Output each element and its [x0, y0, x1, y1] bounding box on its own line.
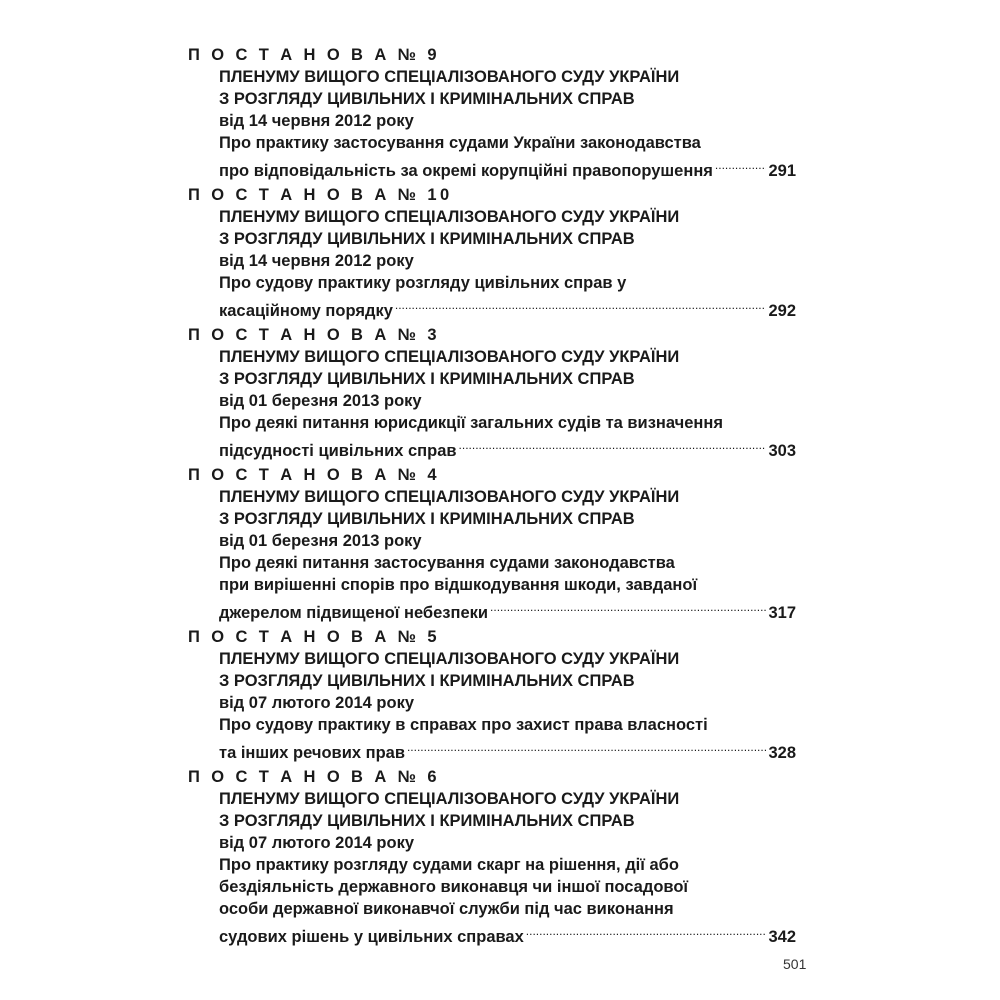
toc-entry — [188, 324, 796, 460]
entry-last-line-text: джерелом підвищеної небезпеки — [219, 604, 489, 622]
entry-line: при вирішенні спорів про відшкодування шкоди, завданої — [219, 576, 698, 594]
entry-heading: П О С Т А Н О В А № 9 — [188, 46, 440, 64]
entry-heading: П О С Т А Н О В А № 5 — [188, 628, 440, 646]
entry-line: Про деякі питання застосування судами законодавства — [219, 554, 675, 572]
entry-page-number: 291 — [768, 162, 796, 180]
entry-body — [188, 206, 796, 320]
entry-line: Про деякі питання юрисдикції загальних судів та визначення — [219, 414, 723, 432]
entry-line: З РОЗГЛЯДУ ЦИВІЛЬНИХ І КРИМІНАЛЬНИХ СПРАВ — [219, 90, 635, 108]
entry-line: З РОЗГЛЯДУ ЦИВІЛЬНИХ І КРИМІНАЛЬНИХ СПРАВ — [219, 370, 635, 388]
entry-line: від 07 лютого 2014 року — [219, 694, 415, 712]
dot-leader — [715, 154, 767, 176]
entry-page-number: 342 — [768, 928, 796, 946]
entry-line: З РОЗГЛЯДУ ЦИВІЛЬНИХ І КРИМІНАЛЬНИХ СПРАВ — [219, 672, 635, 690]
entry-line: ПЛЕНУМУ ВИЩОГО СПЕЦІАЛІЗОВАНОГО СУДУ УКРАЇНИ — [219, 348, 680, 366]
entry-line: З РОЗГЛЯДУ ЦИВІЛЬНИХ І КРИМІНАЛЬНИХ СПРАВ — [219, 230, 635, 248]
entry-heading: П О С Т А Н О В А № 10 — [188, 186, 453, 204]
dot-leader — [526, 920, 767, 942]
entry-line: ПЛЕНУМУ ВИЩОГО СПЕЦІАЛІЗОВАНОГО СУДУ УКРАЇНИ — [219, 650, 680, 668]
entry-last-line — [219, 596, 796, 622]
table-of-contents — [188, 44, 796, 950]
entry-page-number: 292 — [768, 302, 796, 320]
entry-heading: П О С Т А Н О В А № 3 — [188, 326, 440, 344]
entry-line: бездіяльність державного виконавця чи іншої посадової — [219, 878, 689, 896]
toc-entry — [188, 184, 796, 320]
dot-leader — [459, 434, 767, 456]
entry-line: З РОЗГЛЯДУ ЦИВІЛЬНИХ І КРИМІНАЛЬНИХ СПРАВ — [219, 510, 635, 528]
entry-last-line — [219, 434, 796, 460]
entry-line: ПЛЕНУМУ ВИЩОГО СПЕЦІАЛІЗОВАНОГО СУДУ УКРАЇНИ — [219, 488, 680, 506]
toc-entry — [188, 766, 796, 946]
dot-leader — [490, 596, 766, 618]
entry-line: від 01 березня 2013 року — [219, 532, 422, 550]
entry-body — [188, 66, 796, 180]
entry-heading: П О С Т А Н О В А № 6 — [188, 768, 440, 786]
entry-last-line — [219, 736, 796, 762]
entry-line: Про судову практику розгляду цивільних справ у — [219, 274, 627, 292]
entry-page-number: 303 — [768, 442, 796, 460]
page-number: 501 — [783, 956, 807, 972]
entry-line: ПЛЕНУМУ ВИЩОГО СПЕЦІАЛІЗОВАНОГО СУДУ УКРАЇНИ — [219, 68, 680, 86]
entry-line: Про практику застосування судами України законодавства — [219, 134, 701, 152]
entry-line: від 14 червня 2012 року — [219, 112, 414, 130]
toc-entry — [188, 626, 796, 762]
entry-line: Про судову практику в справах про захист права власності — [219, 716, 708, 734]
entry-last-line — [219, 294, 796, 320]
entry-last-line — [219, 154, 796, 180]
entry-line: Про практику розгляду судами скарг на рішення, дії або — [219, 856, 679, 874]
entry-body — [188, 648, 796, 762]
entry-line: З РОЗГЛЯДУ ЦИВІЛЬНИХ І КРИМІНАЛЬНИХ СПРАВ — [219, 812, 635, 830]
entry-last-line-text: про відповідальність за окремі корупційні правопорушення — [219, 162, 713, 180]
entry-last-line-text: та інших речових прав — [219, 744, 405, 762]
entry-last-line — [219, 920, 796, 946]
entry-line: від 14 червня 2012 року — [219, 252, 414, 270]
toc-entry — [188, 464, 796, 622]
toc-entry — [188, 44, 796, 180]
dot-leader — [407, 736, 767, 758]
entry-last-line-text: касаційному порядку — [219, 302, 393, 320]
entry-page-number: 328 — [768, 744, 796, 762]
entry-line: від 07 лютого 2014 року — [219, 834, 415, 852]
entry-body — [188, 788, 796, 946]
entry-last-line-text: підсудності цивільних справ — [219, 442, 457, 460]
entry-body — [188, 346, 796, 460]
entry-line: від 01 березня 2013 року — [219, 392, 422, 410]
entry-page-number: 317 — [768, 604, 796, 622]
dot-leader — [395, 294, 767, 316]
entry-body — [188, 486, 796, 622]
entry-line: особи державної виконавчої служби під час виконання — [219, 900, 674, 918]
entry-line: ПЛЕНУМУ ВИЩОГО СПЕЦІАЛІЗОВАНОГО СУДУ УКРАЇНИ — [219, 790, 680, 808]
entry-line: ПЛЕНУМУ ВИЩОГО СПЕЦІАЛІЗОВАНОГО СУДУ УКРАЇНИ — [219, 208, 680, 226]
entry-heading: П О С Т А Н О В А № 4 — [188, 466, 440, 484]
entry-last-line-text: судових рішень у цивільних справах — [219, 928, 524, 946]
